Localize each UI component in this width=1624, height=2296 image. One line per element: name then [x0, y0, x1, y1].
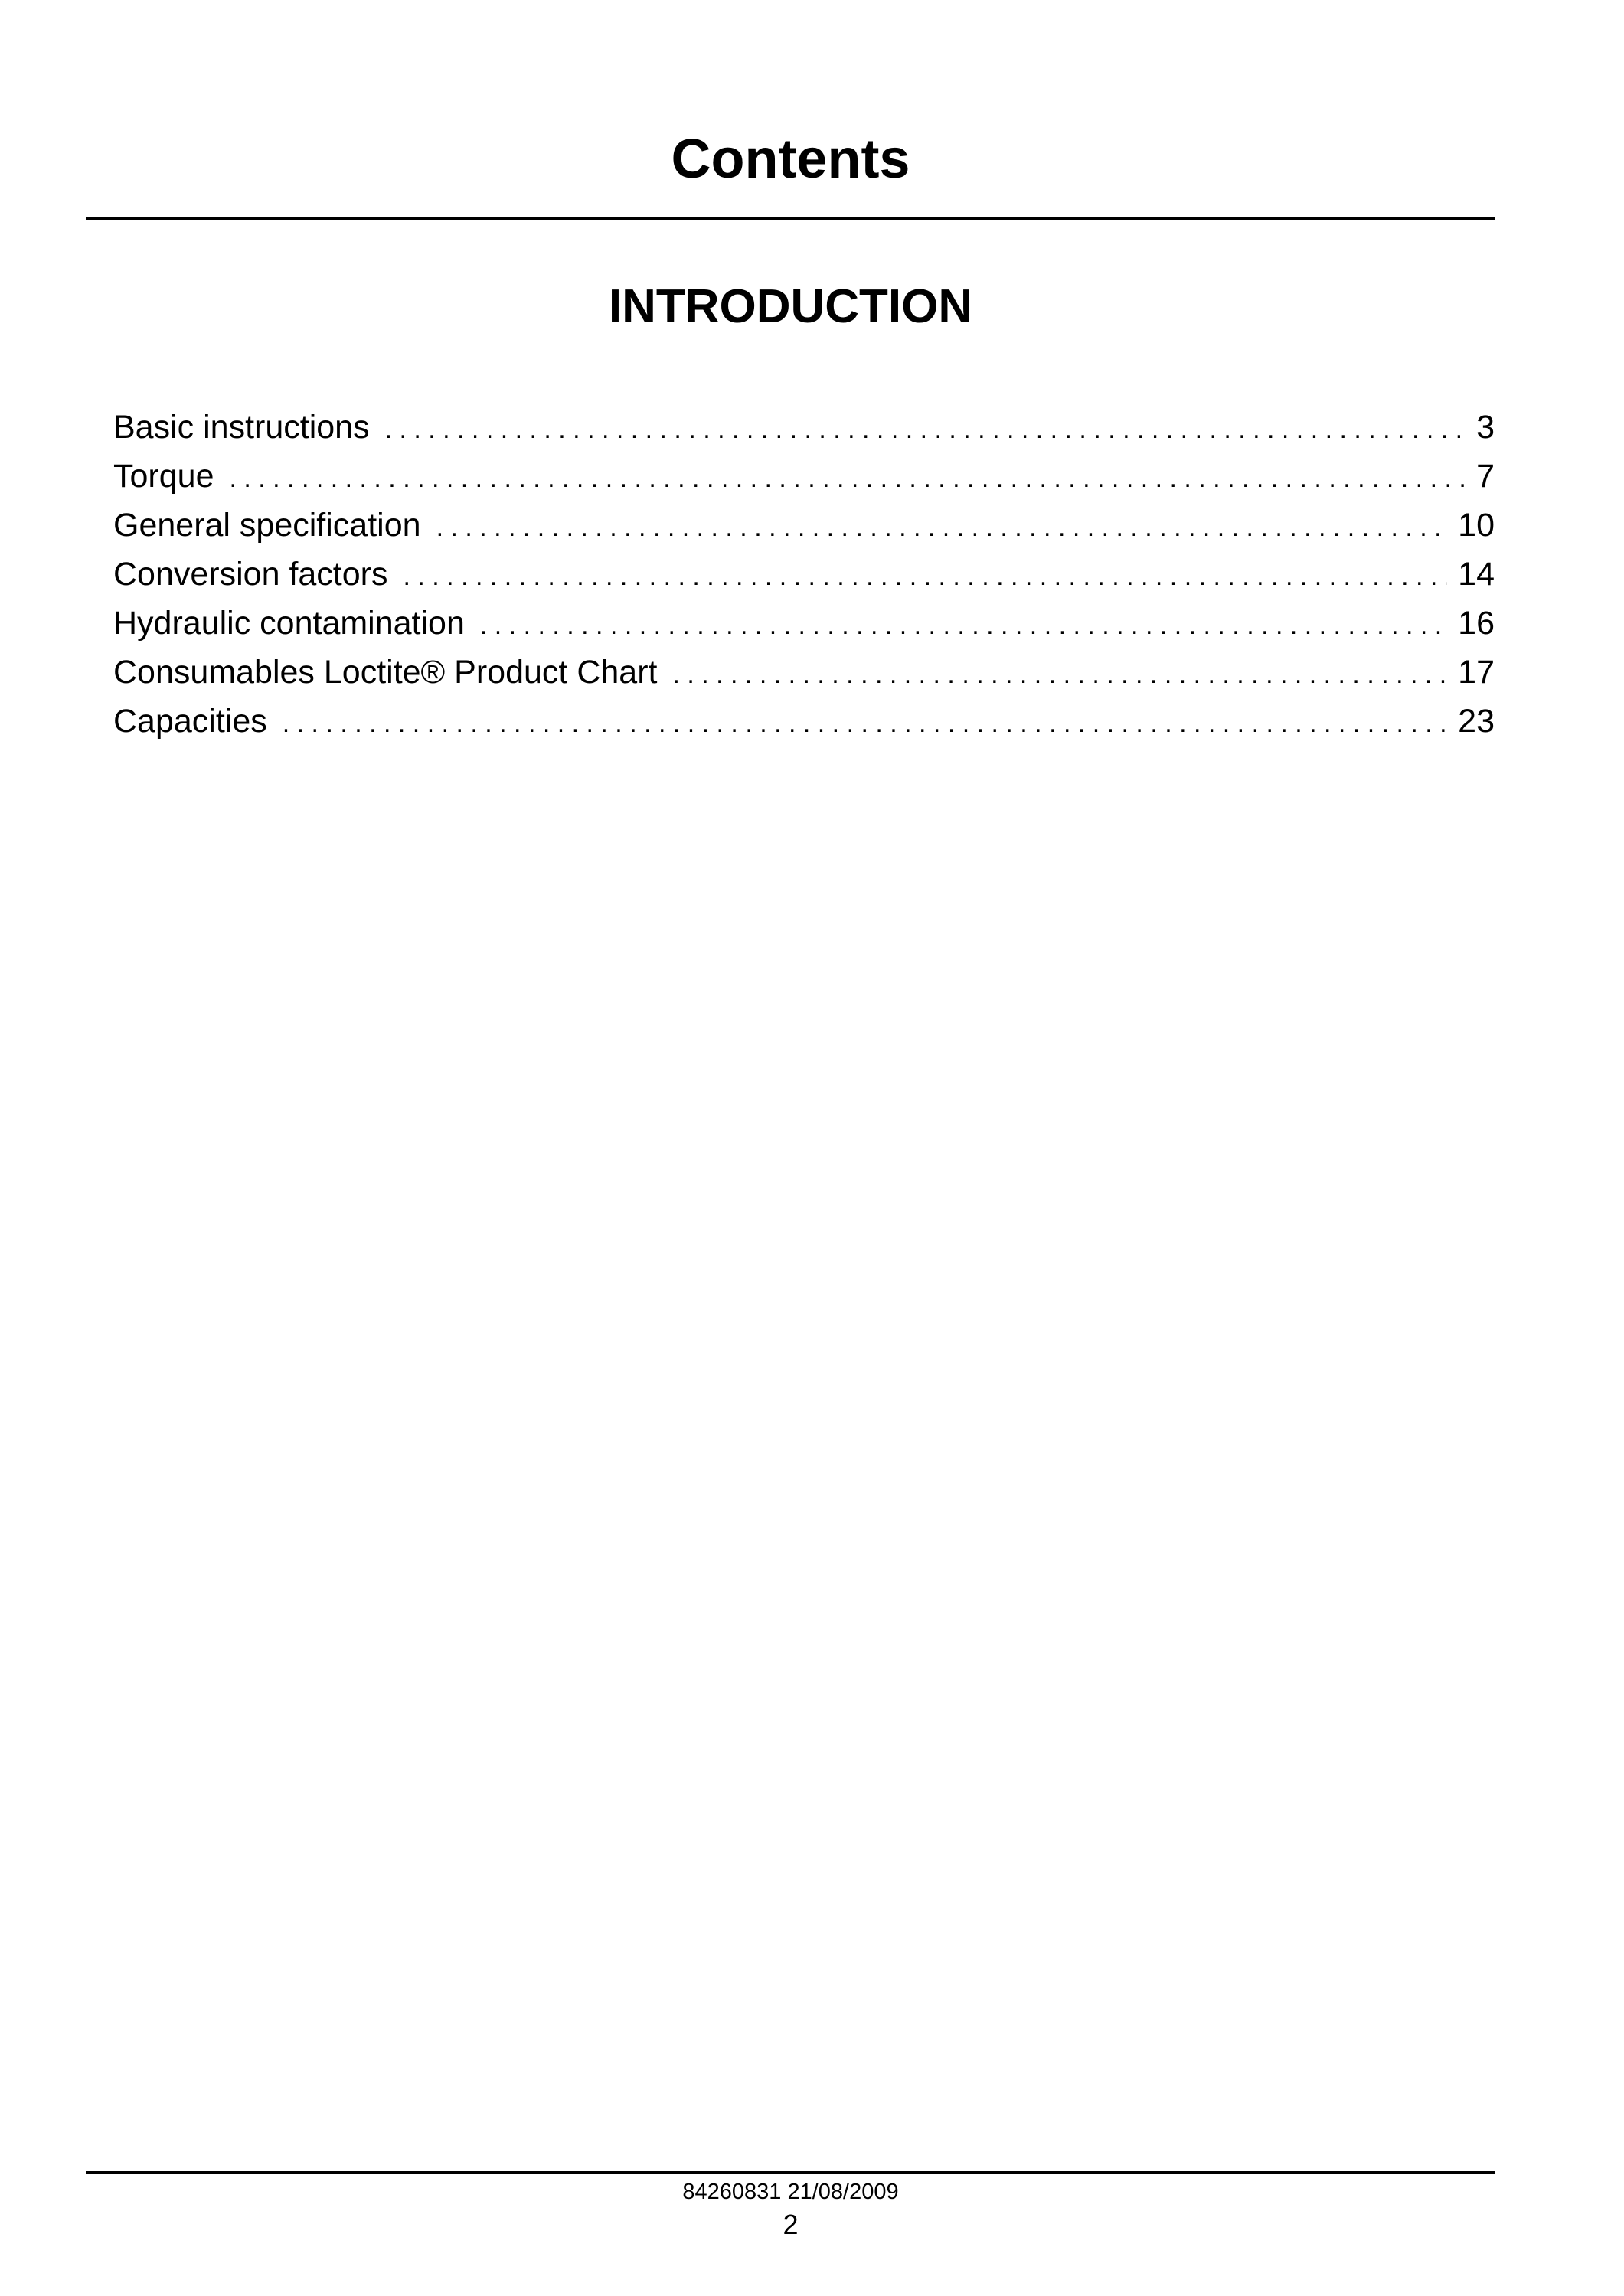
toc-entry-basic-instructions[interactable] [113, 403, 1495, 452]
toc-entry-torque[interactable] [113, 452, 1495, 501]
toc-leader-dots [229, 454, 1466, 503]
toc-entry-hydraulic-contamination[interactable] [113, 599, 1495, 648]
toc-entry-label: General specification [113, 507, 421, 544]
toc-entry-page: 16 [1458, 605, 1495, 642]
toc-entry-label: Hydraulic contamination [113, 605, 465, 642]
toc-entry-label: Capacities [113, 703, 267, 740]
footer-page-number: 2 [783, 2209, 799, 2240]
footer-document-code: 84260831 21/08/2009 [682, 2180, 899, 2204]
toc-entry-general-specification[interactable] [113, 501, 1495, 550]
toc-entry-label: Torque [113, 458, 214, 495]
toc-entry-page: 10 [1458, 507, 1495, 544]
footer-rule [86, 2171, 1495, 2174]
toc-entry-label: Conversion factors [113, 556, 388, 593]
section-title: INTRODUCTION [608, 280, 973, 333]
toc-leader-dots [480, 601, 1447, 650]
toc-entry-page: 14 [1458, 556, 1495, 593]
toc-leader-dots [404, 552, 1448, 601]
toc-leader-dots [283, 699, 1447, 748]
toc-entry-consumables-loctite[interactable] [113, 648, 1495, 697]
toc-entry-label: Basic instructions [113, 409, 370, 446]
toc-entry-capacities[interactable] [113, 697, 1495, 746]
toc-entry-page: 7 [1476, 458, 1495, 495]
toc-entry-page: 23 [1458, 703, 1495, 740]
toc-entry-page: 3 [1476, 409, 1495, 446]
toc-leader-dots [436, 503, 1448, 552]
toc-entry-label: Consumables Loctite® Product Chart [113, 654, 658, 691]
toc-leader-dots [385, 405, 1466, 454]
table-of-contents [113, 403, 1495, 746]
page-title: Contents [671, 129, 910, 190]
toc-entry-page: 17 [1458, 654, 1495, 691]
title-rule [86, 217, 1495, 220]
toc-leader-dots [672, 650, 1447, 699]
toc-entry-conversion-factors[interactable] [113, 550, 1495, 599]
